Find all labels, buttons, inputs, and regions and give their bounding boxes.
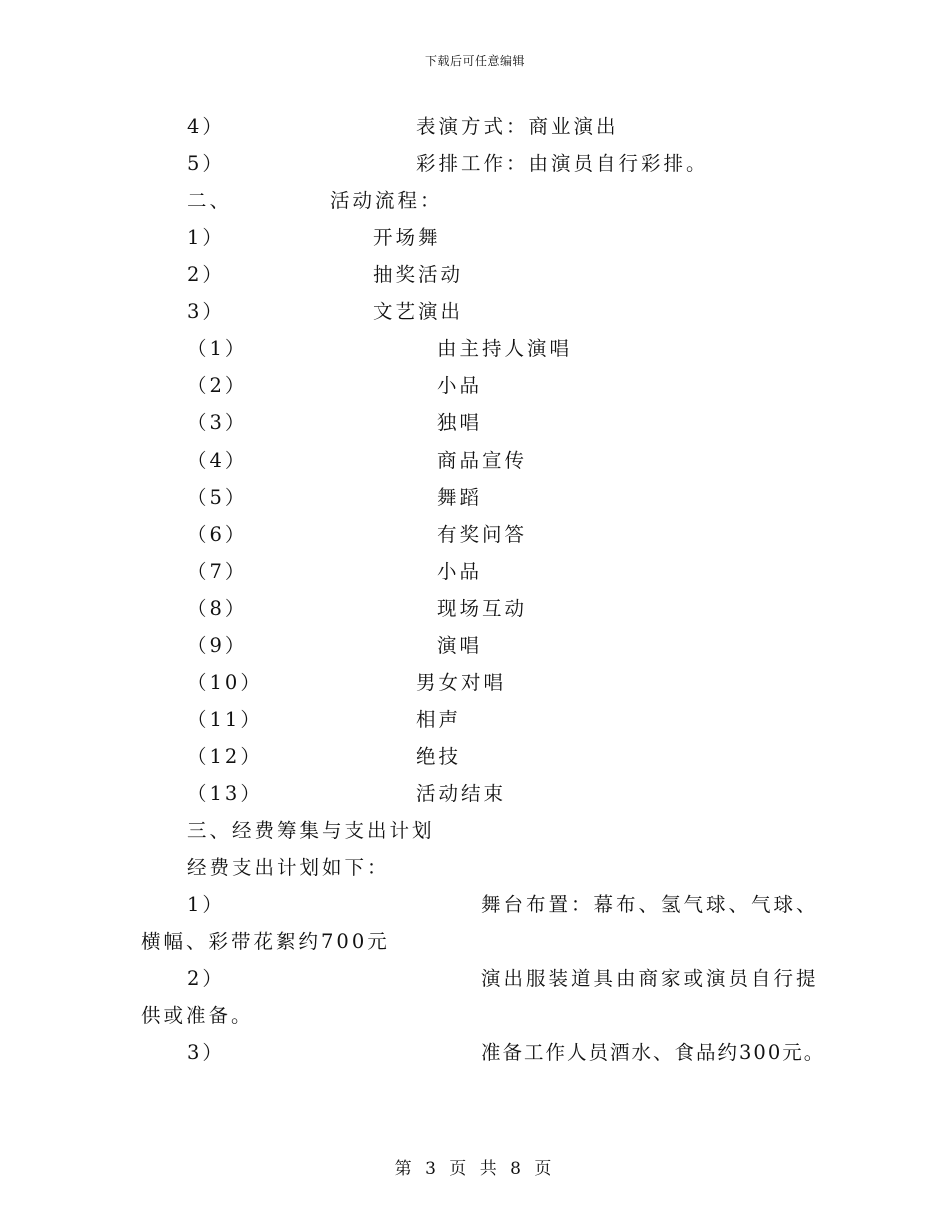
list-marker: 3） <box>187 300 225 323</box>
section-heading: 三、经费筹集与支出计划 <box>187 819 435 842</box>
list-marker: 1） <box>187 893 225 916</box>
list-item-text: 演出服装道具由商家或演员自行提 <box>481 967 819 990</box>
sub-list-item-text: 有奖问答 <box>437 523 528 546</box>
sub-list-marker: （2） <box>187 374 248 397</box>
sub-list-item-text: 活动结束 <box>416 782 507 805</box>
sub-list-marker: （1） <box>187 337 248 360</box>
sub-list-item-text: 现场互动 <box>437 597 528 620</box>
page-footer: 第 3 页 共 8 页 <box>394 1159 556 1179</box>
list-item-text: 彩排工作：由演员自行彩排。 <box>416 152 709 175</box>
list-marker: 5） <box>187 152 225 175</box>
list-item-text: 文艺演出 <box>373 300 464 323</box>
section-number: 二、 <box>187 189 233 212</box>
list-marker: 4） <box>187 115 225 138</box>
sub-list-item-text: 绝技 <box>416 745 462 768</box>
sub-list-item-text: 相声 <box>416 708 462 731</box>
sub-list-marker: （11） <box>187 708 263 731</box>
sub-list-item-text: 男女对唱 <box>416 671 507 694</box>
list-marker: 1） <box>187 226 225 249</box>
page-header: 下载后可任意编辑 <box>424 54 525 68</box>
list-item-continuation: 供或准备。 <box>141 1004 254 1027</box>
sub-list-marker: （10） <box>187 671 263 694</box>
sub-list-marker: （12） <box>187 745 263 768</box>
sub-list-marker: （7） <box>187 560 248 583</box>
list-marker: 2） <box>187 263 225 286</box>
sub-list-marker: （6） <box>187 523 248 546</box>
paragraph: 经费支出计划如下： <box>187 856 390 879</box>
list-item-continuation: 横幅、彩带花絮约700元 <box>141 930 390 953</box>
sub-list-item-text: 商品宣传 <box>437 449 528 472</box>
list-item-text: 准备工作人员酒水、食品约300元。 <box>481 1041 826 1064</box>
sub-list-item-text: 演唱 <box>437 634 483 657</box>
sub-list-marker: （3） <box>187 411 248 434</box>
sub-list-item-text: 独唱 <box>437 411 483 434</box>
sub-list-marker: （9） <box>187 634 248 657</box>
list-item-text: 抽奖活动 <box>373 263 464 286</box>
list-item-text: 表演方式：商业演出 <box>416 115 619 138</box>
list-item-text: 开场舞 <box>373 226 441 249</box>
sub-list-marker: （8） <box>187 597 248 620</box>
sub-list-marker: （5） <box>187 486 248 509</box>
sub-list-item-text: 小品 <box>437 374 483 397</box>
list-item-text: 舞台布置：幕布、氢气球、气球、 <box>481 893 819 916</box>
sub-list-item-text: 舞蹈 <box>437 486 483 509</box>
list-marker: 2） <box>187 967 225 990</box>
sub-list-item-text: 由主持人演唱 <box>437 337 573 360</box>
sub-list-item-text: 小品 <box>437 560 483 583</box>
list-marker: 3） <box>187 1041 225 1064</box>
sub-list-marker: （13） <box>187 782 263 805</box>
section-heading: 活动流程： <box>330 189 443 212</box>
sub-list-marker: （4） <box>187 449 248 472</box>
